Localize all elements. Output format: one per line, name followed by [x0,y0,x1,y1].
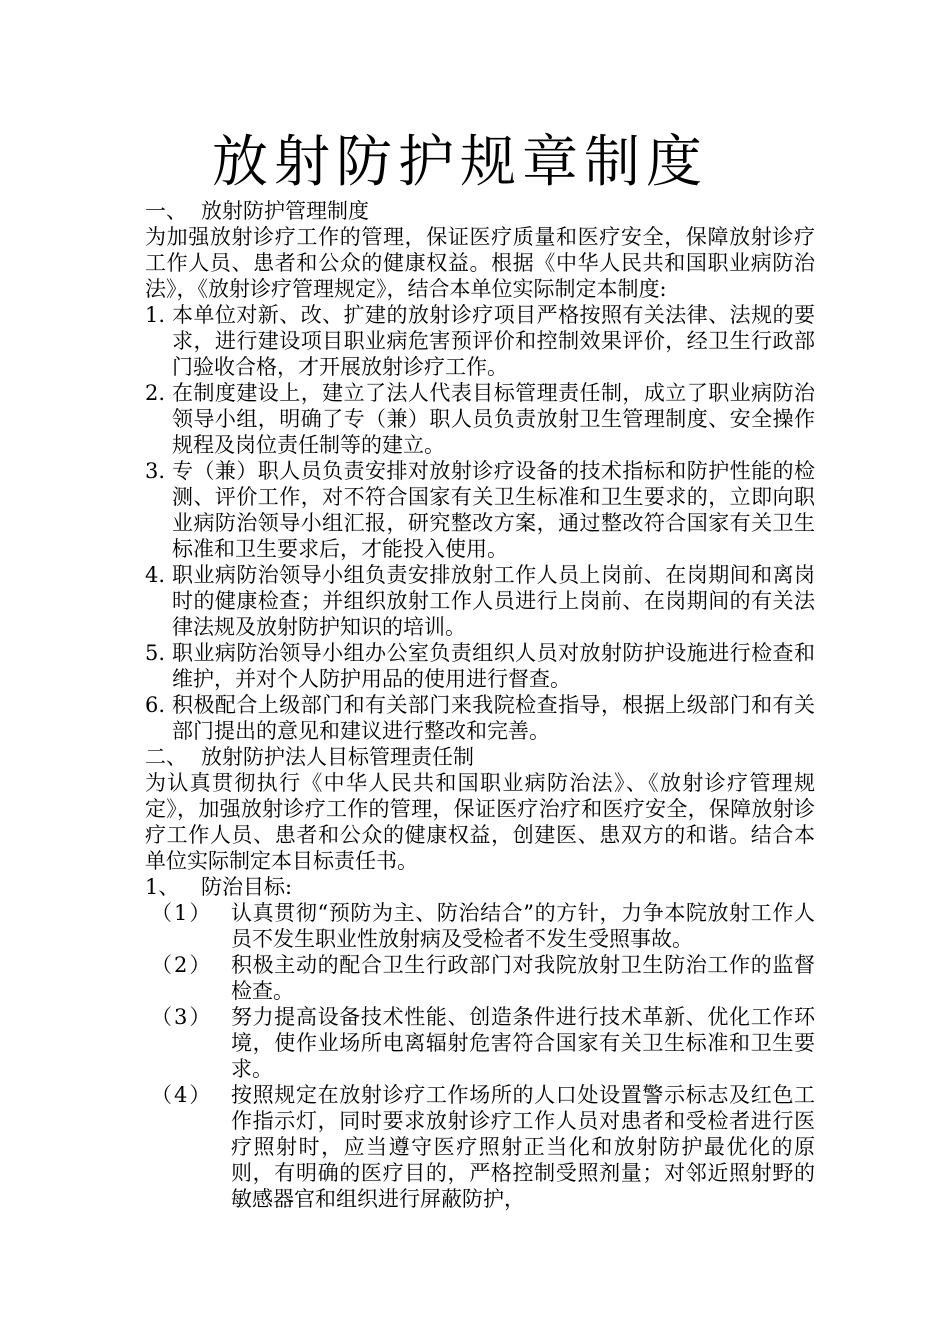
subheading-targets [145,874,815,900]
section-2-intro: 为认真贯彻执行《中华人民共和国职业病防治法》、《放射诊疗管理规定》，加强放射诊疗工作的管理，保证医疗治疗和医疗安全，保障放射诊疗工作人员、患者和公众的健康权益，创建医、患双方的和谐。结合本单位实际制定本目标责任书。 [145,771,815,873]
list-item-text: 职业病防治领导小组负责安排放射工作人员上岗前、在岗期间和离岗时的健康检查；并组织放射工作人员进行上岗前、在岗期间的有关法律法规及放射防护知识的培训。 [172,563,815,639]
list-item [145,900,815,952]
list-item-text: 按照规定在放射诊疗工作场所的人口处设置警示标志及红色工作指示灯，同时要求放射诊疗工作人员对患者和受检者进行医疗照射时，应当遵守医疗照射正当化和放射防护最优化的原则，有明确的医疗目的，严格控制受照剂量；对邻近照射野的敏感器官和组织进行屏蔽防护， [231,1083,815,1211]
list-item-number: （2） [151,953,213,977]
section-1-heading-text: 放射防护管理制度 [201,199,369,223]
list-item-number: 3. [145,459,166,483]
list-item [145,1004,815,1082]
list-item-text: 职业病防治领导小组办公室负责组织人员对放射防护设施进行检查和维护，并对个人防护用品的使用进行督查。 [172,641,815,691]
list-item-number: （4） [151,1083,213,1107]
list-item [145,302,815,380]
subheading-number: 1、 [145,875,180,899]
list-item-text: 积极主动的配合卫生行政部门对我院放射卫生防治工作的监督检查。 [231,953,815,1003]
document-title: 放射防护规章制度 [212,130,708,195]
list-item-number: 5. [145,641,166,665]
section-2-heading-text: 放射防护法人目标管理责任制 [201,745,474,769]
list-item-number: （3） [151,1005,213,1029]
section-1-heading [145,198,815,224]
section-2-number: 二、 [145,745,187,769]
section-1-number: 一、 [145,199,187,223]
list-item-number: 6. [145,693,166,717]
list-item-number: 2. [145,381,166,405]
list-item-text: 本单位对新、改、扩建的放射诊疗项目严格按照有关法律、法规的要求，进行建设项目职业病危害预评价和控制效果评价，经卫生行政部门验收合格，才开展放射诊疗工作。 [172,303,815,379]
list-item-text: 专（兼）职人员负责安排对放射诊疗设备的技术指标和防护性能的检测、评价工作，对不符合国家有关卫生标准和卫生要求的，立即向职业病防治领导小组汇报，研究整改方案，通过整改符合国家有关卫生标准和卫生要求后，才能投入使用。 [172,459,815,561]
list-item [145,458,815,562]
list-item [145,952,815,1004]
subheading-text: 防治目标: [201,875,293,899]
list-item-number: 4. [145,563,166,587]
list-item [145,380,815,458]
list-item-text: 在制度建设上，建立了法人代表目标管理责任制，成立了职业病防治领导小组，明确了专（兼）职人员负责放射卫生管理制度、安全操作规程及岗位责任制等的建立。 [172,381,815,457]
list-item-text: 认真贯彻“预防为主、防治结合”的方针，力争本院放射工作人员不发生职业性放射病及受检者不发生受照事故。 [231,901,815,951]
list-item-text: 努力提高设备技术性能、创造条件进行技术革新、优化工作环境，使作业场所电离辐射危害符合国家有关卫生标准和卫生要求。 [231,1005,815,1081]
list-item-number: 1. [145,303,166,327]
list-item [145,640,815,692]
list-item [145,1082,815,1212]
document-body [145,198,815,1212]
section-1-intro: 为加强放射诊疗工作的管理，保证医疗质量和医疗安全，保障放射诊疗工作人员、患者和公众的健康权益。根据《中华人民共和国职业病防治法》，《放射诊疗管理规定》，结合本单位实际制定本制度: [145,225,815,301]
list-item-text: 积极配合上级部门和有关部门来我院检查指导，根据上级部门和有关部门提出的意见和建议进行整改和完善。 [172,693,815,743]
list-item-number: （1） [151,901,213,925]
section-2-heading [145,744,815,770]
list-item [145,692,815,744]
list-item [145,562,815,640]
